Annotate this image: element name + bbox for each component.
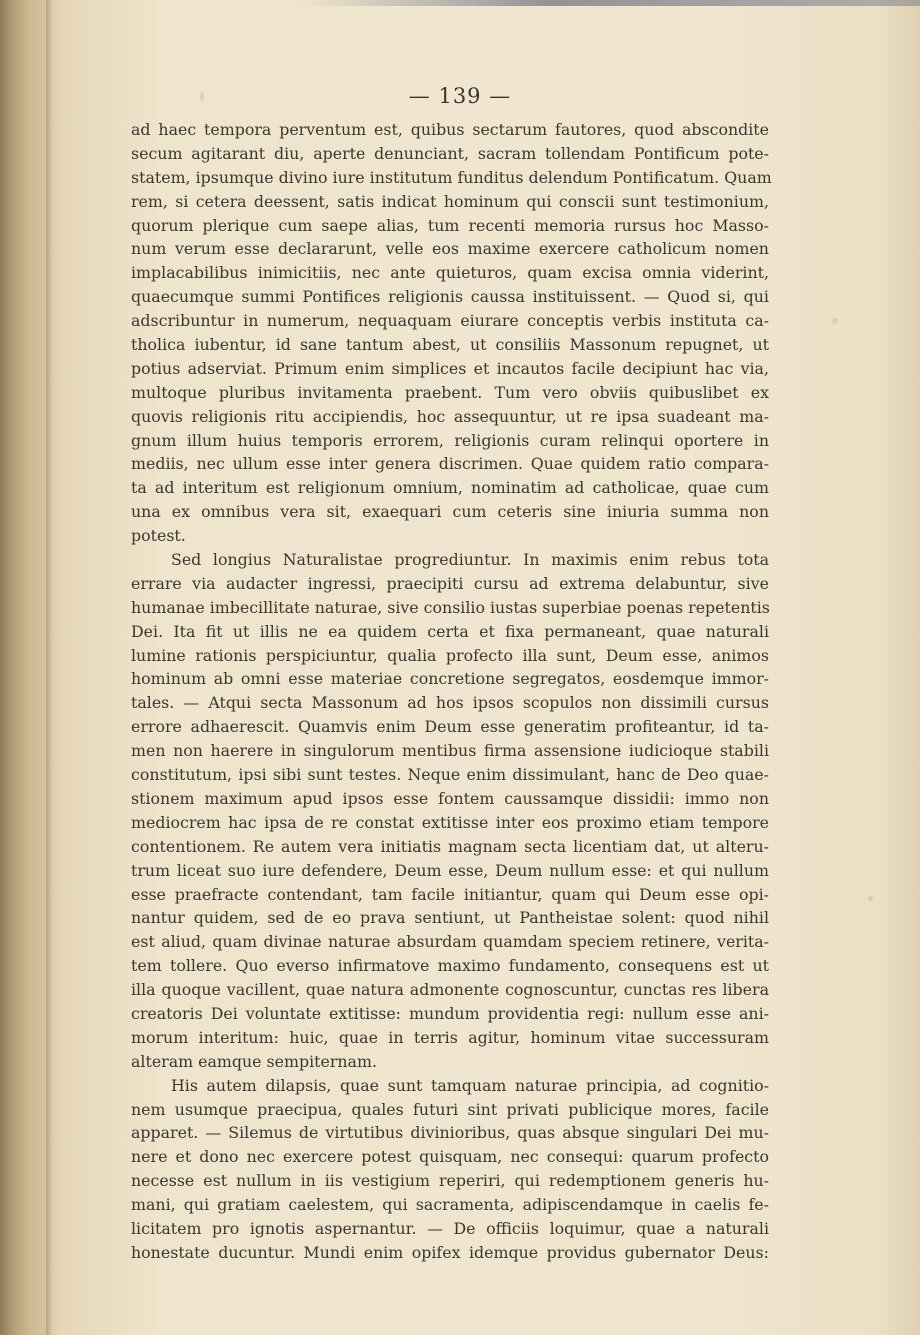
text-line: potest. (131, 526, 186, 546)
text-line: mediis, nec ullum esse inter genera discrimen. Quae quidem ratio compara- (131, 454, 769, 474)
text-line: multoque pluribus invitamenta praebent. Tum vero obviis quibuslibet ex (131, 382, 769, 402)
text-line: honestate ducuntur. Mundi enim opifex idemque providus gubernator Deus: (131, 1242, 769, 1262)
text-line: stionem maximum apud ipsos esse fontem caussamque dissidii: immo non (131, 788, 769, 808)
text-line: mani, qui gratiam caelestem, qui sacramenta, adipiscendamque in caelis fe- (131, 1195, 769, 1215)
text-line: rem, si cetera deessent, satis indicat hominum qui conscii sunt testimonium, (131, 191, 769, 211)
text-line: errore adhaerescit. Quamvis enim Deum esse generatim profiteantur, id ta- (131, 717, 769, 737)
text-line: gnum illum huius temporis errorem, religionis curam relinqui oportere in (131, 430, 769, 450)
text-line: mediocrem hac ipsa de re constat extitisse inter eos proximo etiam tempore (131, 812, 769, 832)
text-line: tholica iubentur, id sane tantum abest, ut consiliis Massonum repugnet, ut (131, 335, 769, 355)
text-line: apparet. — Silemus de virtutibus divinioribus, quas absque singulari Dei mu- (131, 1123, 769, 1143)
text-line: tem tollere. Quo everso infirmatove maximo fundamento, consequens est ut (131, 956, 769, 976)
body-text (131, 118, 772, 1265)
text-line: lumine rationis perspiciuntur, qualia profecto illa sunt, Deum esse, animos (131, 645, 769, 665)
text-line: necesse est nullum in iis vestigium reperiri, qui redemptionem generis hu- (131, 1171, 769, 1191)
text-line: humanae imbecillitate naturae, sive consilio iustas superbiae poenas repetentis (131, 597, 770, 617)
text-line: num verum esse declararunt, velle eos maxime exercere catholicum nomen (131, 239, 769, 259)
text-line: contentionem. Re autem vera initiatis magnam secta licentiam dat, ut alteru- (131, 836, 769, 856)
paper-stain (832, 318, 838, 324)
text-line: quovis religionis ritu accipiendis, hoc assequuntur, ut re ipsa suadeant ma- (131, 406, 769, 426)
text-line: est aliud, quam divinae naturae absurdam quamdam speciem retinere, verita- (131, 932, 769, 952)
text-line: adscribuntur in numerum, nequaquam eiurare conceptis verbis instituta ca- (131, 311, 769, 331)
text-line: una ex omnibus vera sit, exaequari cum ceteris sine iniuria summa non (131, 502, 769, 522)
text-line: esse praefracte contendant, tam facile initiantur, quam qui Deum esse opi- (131, 884, 769, 904)
text-line: implacabilibus inimicitiis, nec ante quieturos, quam excisa omnia viderint, (131, 263, 769, 283)
text-line: nem usumque praecipua, quales futuri sint privati publicique mores, facile (131, 1099, 769, 1119)
top-edge-band (300, 0, 920, 6)
text-line: ta ad interitum est religionum omnium, nominatim ad catholicae, quae cum (131, 478, 769, 498)
text-line: quorum plerique cum saepe alias, tum recenti memoria rursus hoc Masso- (131, 215, 769, 235)
page-edge-shadow (46, 0, 52, 1335)
text-line: Sed longius Naturalistae progrediuntur. In maximis enim rebus tota (171, 550, 769, 570)
text-line: errare via audacter ingressi, praecipiti cursu ad extrema delabuntur, sive (131, 573, 769, 593)
text-line: hominum ab omni esse materiae concretione segregatos, eosdemque immor- (131, 669, 769, 689)
text-line: illa quoque vacillent, quae natura admonente cognoscuntur, cunctas res libera (131, 980, 769, 1000)
text-line: nere et dono nec exercere potest quisquam, nec consequi: quarum profecto (131, 1147, 769, 1167)
text-line: statem, ipsumque divino iure institutum funditus delendum Pontificatum. Quam (131, 167, 772, 187)
text-line: secum agitarant diu, aperte denunciant, sacram tollendam Pontificum pote- (131, 143, 769, 163)
text-line: alteram eamque sempiternam. (131, 1051, 377, 1071)
text-line: tales. — Atqui secta Massonum ad hos ipsos scopulos non dissimili cursus (131, 693, 769, 713)
text-line: potius adserviat. Primum enim simplices et incautos facile decipiunt hac via, (131, 358, 769, 378)
text-line: creatoris Dei voluntate extitisse: mundum providentia regi: nullum esse ani- (131, 1003, 769, 1023)
text-line: morum interitum: huic, quae in terris agitur, hominum vitae successuram (131, 1027, 769, 1047)
text-line: Dei. Ita fit ut illis ne ea quidem certa et fixa permaneant, quae naturali (131, 621, 769, 641)
text-line: men non haerere in singulorum mentibus firma assensione iudicioque stabili (131, 741, 769, 761)
text-line: trum liceat suo iure defendere, Deum esse, Deum nullum esse: et qui nullum (131, 860, 769, 880)
text-line: quaecumque summi Pontifices religionis caussa instituissent. — Quod si, qui (131, 287, 769, 307)
text-line: His autem dilapsis, quae sunt tamquam naturae principia, ad cognitio- (171, 1075, 769, 1095)
text-line: ad haec tempora perventum est, quibus sectarum fautores, quod abscondite (131, 120, 769, 139)
paper-stain (868, 896, 873, 901)
text-line: constitutum, ipsi sibi sunt testes. Neque enim dissimulant, hanc de Deo quae- (131, 765, 769, 785)
text-line: nantur quidem, sed de eo prava sentiunt, ut Pantheistae solent: quod nihil (131, 908, 769, 928)
text-line: licitatem pro ignotis aspernantur. — De officiis loquimur, quae a naturali (131, 1218, 769, 1238)
page-number: — 139 — (408, 84, 512, 108)
